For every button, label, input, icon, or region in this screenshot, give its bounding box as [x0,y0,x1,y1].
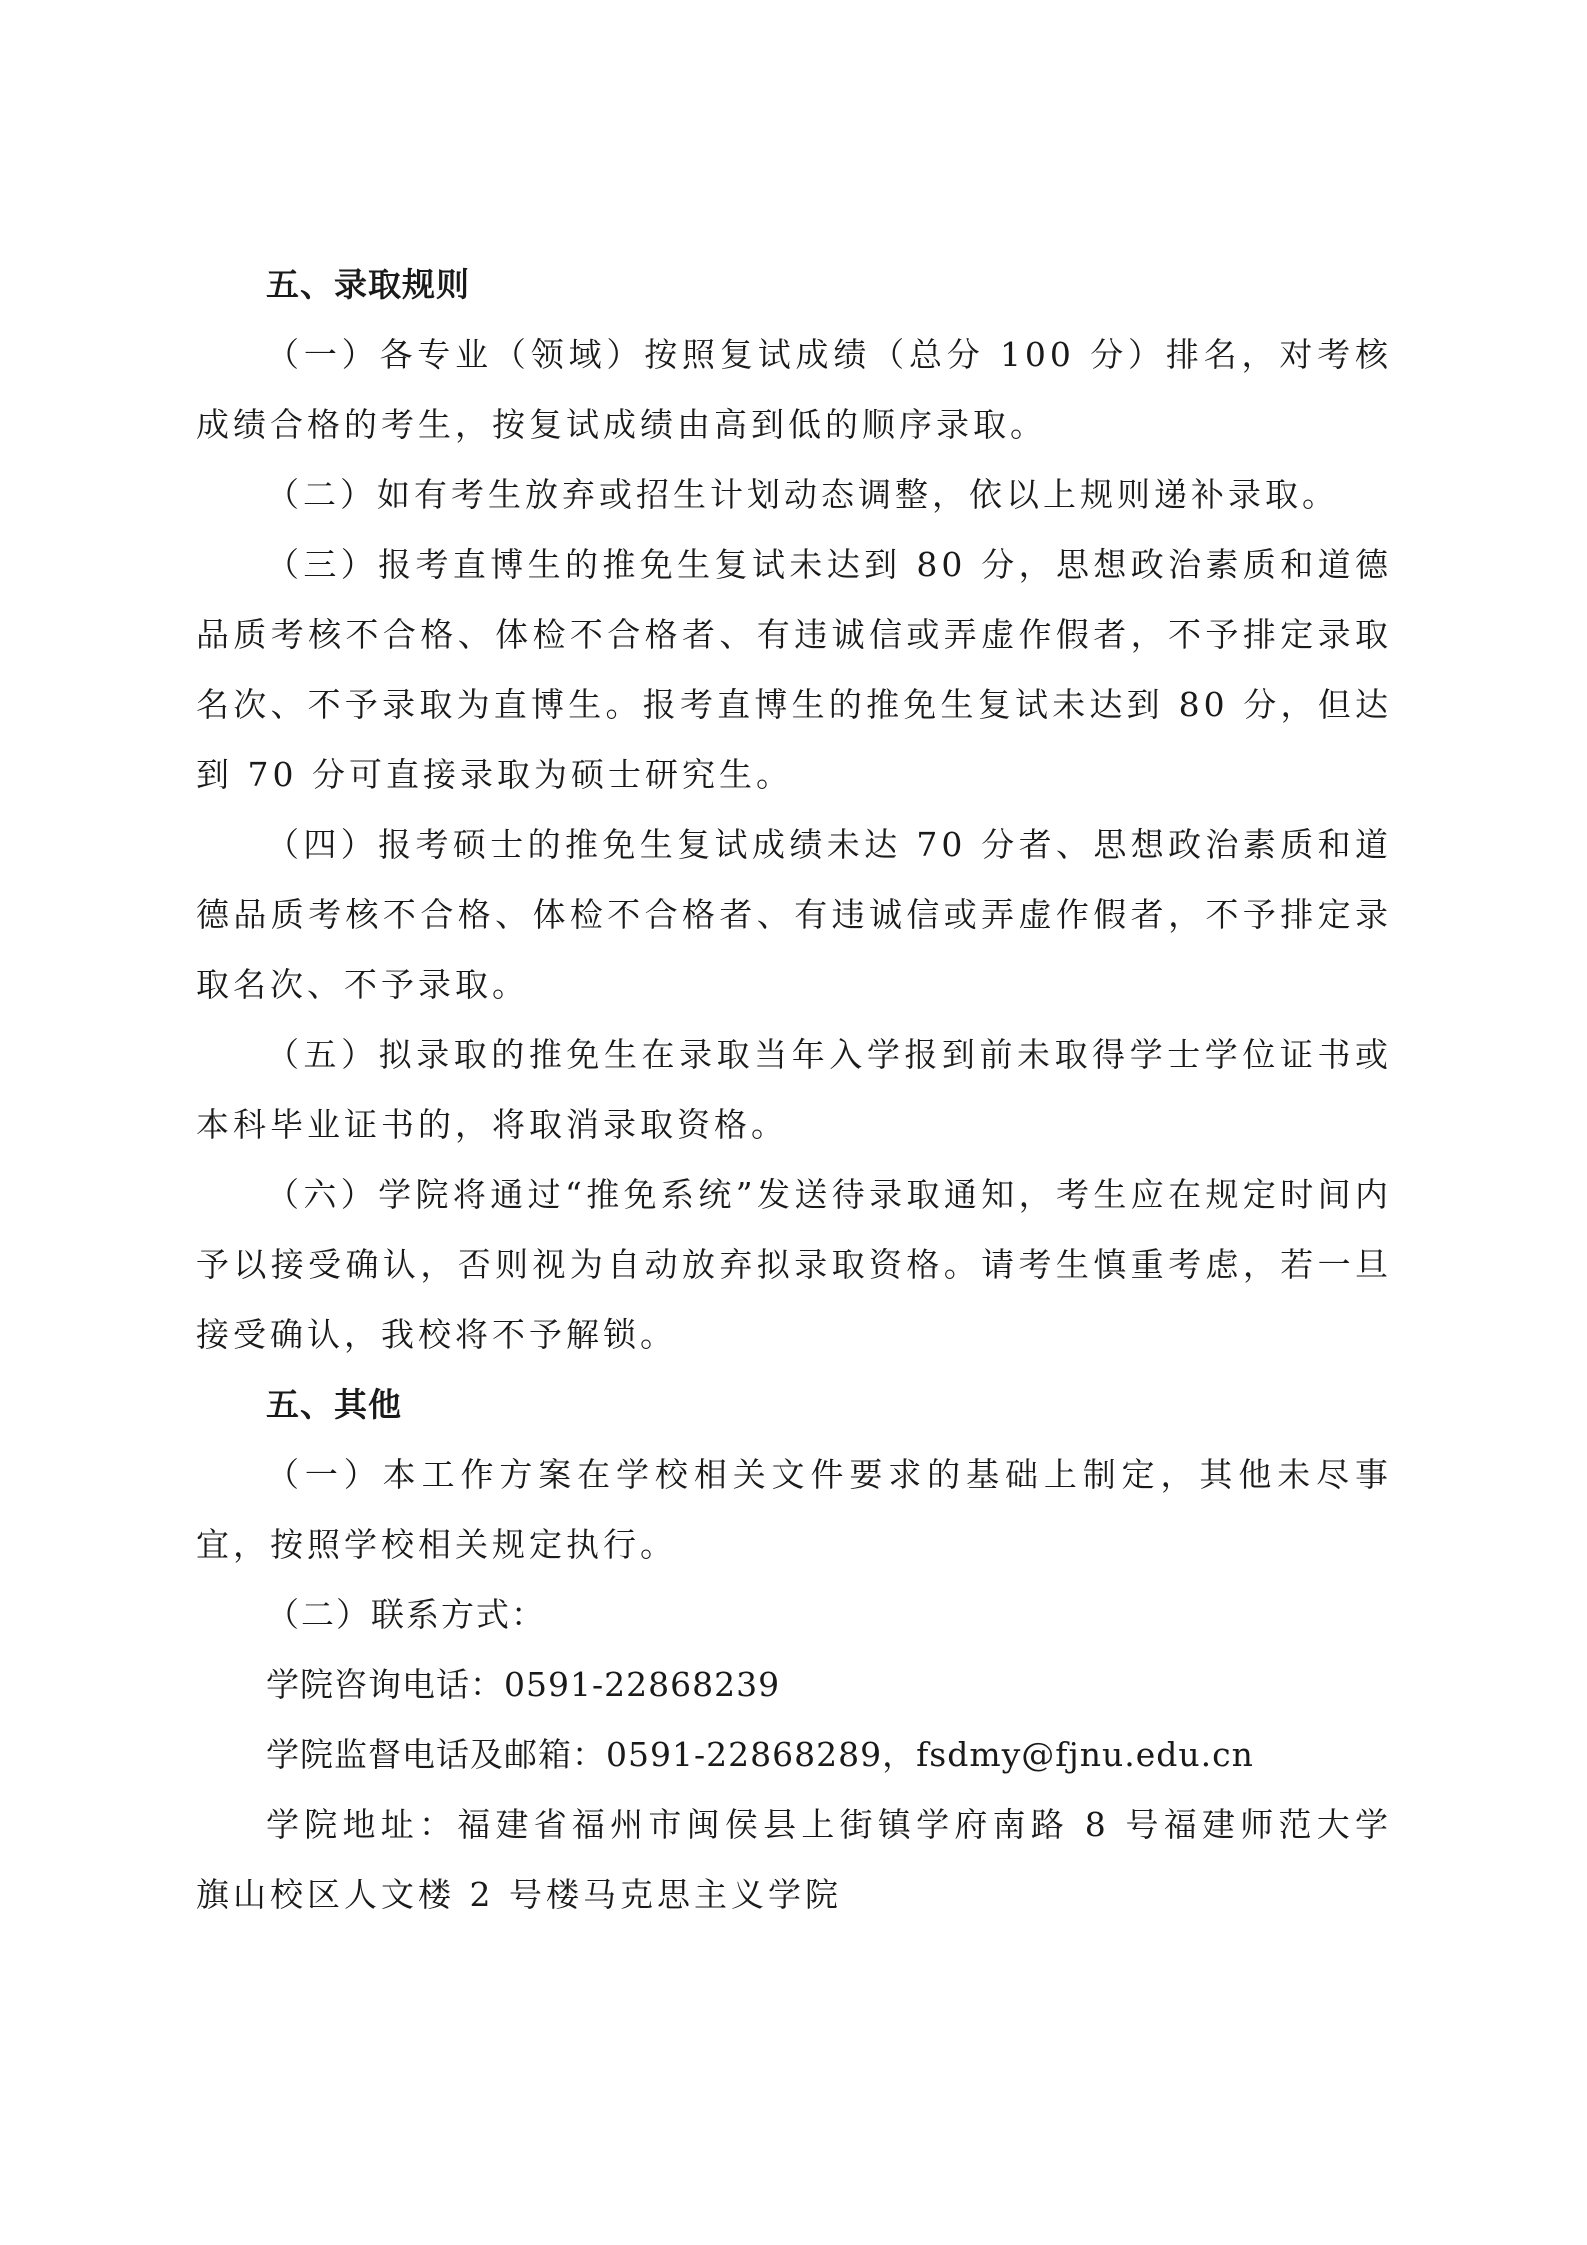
section-heading-other: 五、其他 [266,1385,402,1424]
rule-paragraph-6: （六）学院将通过“推免系统”发送待录取通知，考生应在规定时间内予以接受确认，否则视为自动放弃拟录取资格。请考生慎重考虑，若一旦接受确认，我校将不予解锁。 [196,1175,1392,1354]
rule-paragraph-5: （五）拟录取的推免生在录取当年入学报到前未取得学士学位证书或本科毕业证书的，将取消录取资格。 [196,1035,1392,1144]
rule-paragraph-2: （二）如有考生放弃或招生计划动态调整，依以上规则递补录取。 [266,475,1339,514]
contact-heading: （二）联系方式： [266,1595,546,1634]
document-body [196,250,1392,1930]
section-heading-admission-rules: 五、录取规则 [266,265,470,304]
supervision-contact: 学院监督电话及邮箱：0591-22868289，fsdmy@fjnu.edu.cn [266,1735,1254,1774]
admission-rules-section [196,250,1392,1370]
college-address: 学院地址：福建省福州市闽侯县上街镇学府南路 8 号福建师范大学旗山校区人文楼 2 号楼马克思主义学院 [196,1805,1392,1914]
other-paragraph-1: （一）本工作方案在学校相关文件要求的基础上制定，其他未尽事宜，按照学校相关规定执行。 [196,1455,1392,1564]
rule-paragraph-4: （四）报考硕士的推免生复试成绩未达 70 分者、思想政治素质和道德品质考核不合格、体检不合格者、有违诚信或弄虚作假者，不予排定录取名次、不予录取。 [196,825,1392,1004]
rule-paragraph-3: （三）报考直博生的推免生复试未达到 80 分，思想政治素质和道德品质考核不合格、体检不合格者、有违诚信或弄虚作假者，不予排定录取名次、不予录取为直博生。报考直博生的推免生复试未达到 80 分，但达到 70 分可直接录取为硕士研究生。 [196,545,1392,794]
rule-paragraph-1: （一）各专业（领域）按照复试成绩（总分 100 分）排名，对考核成绩合格的考生，按复试成绩由高到低的顺序录取。 [196,335,1392,444]
consult-phone: 学院咨询电话：0591-22868239 [266,1665,781,1704]
other-section [196,1370,1392,1930]
